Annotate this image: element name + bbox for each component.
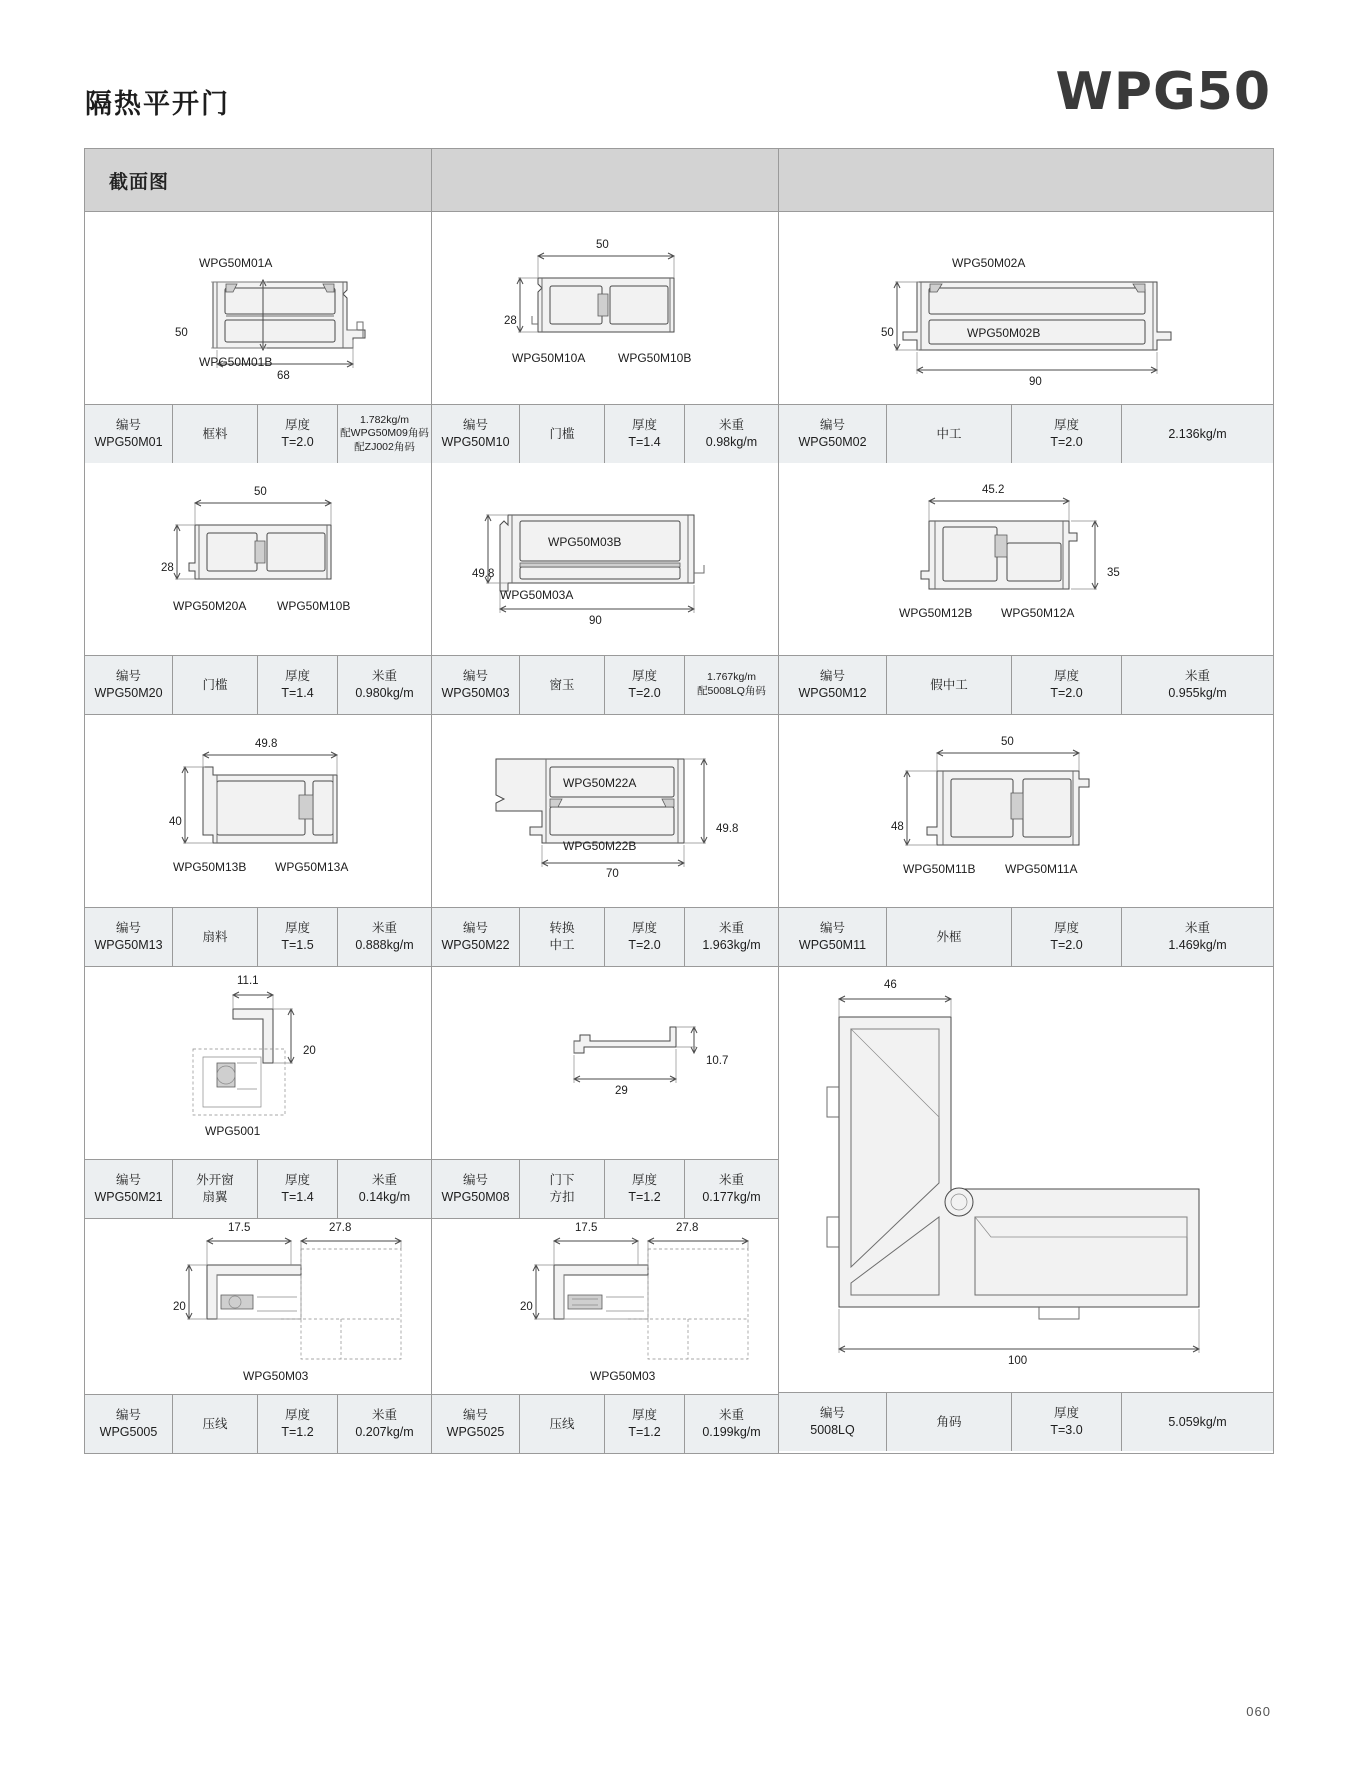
spec-weight-label: 米重 — [1184, 669, 1210, 684]
spec-thickness-value: T=1.4 — [281, 1190, 314, 1204]
spec-thickness-label: 厚度 — [631, 1173, 657, 1188]
part-label-wpg50m22a: WPG50M22A — [563, 776, 637, 790]
part-label-wpg50m01a: WPG50M01A — [199, 256, 273, 270]
spec-weight — [685, 908, 778, 966]
profile-cell-wpg50m10 — [432, 212, 779, 463]
dim-height-40: 40 — [169, 816, 182, 828]
spec-no — [85, 656, 173, 714]
spec-weight — [338, 1160, 431, 1218]
spec-no-label: 编号 — [462, 1408, 488, 1423]
profile-cell-5008lq — [779, 967, 1273, 1453]
part-label-wpg50m01b: WPG50M01B — [199, 355, 273, 369]
spec-weight — [338, 405, 431, 463]
spec-row-wpg50m13 — [85, 907, 431, 967]
spec-row-wpg50m20 — [85, 655, 431, 715]
drawing-wpg50m03 — [432, 463, 778, 655]
profile-column-middle-lower — [432, 967, 779, 1453]
part-label-wpg5001: WPG5001 — [205, 1124, 261, 1138]
part-label-wpg50m02a: WPG50M02A — [952, 256, 1026, 270]
spec-name-line2: 方扣 — [549, 1190, 575, 1204]
spec-thickness — [258, 908, 338, 966]
spec-no — [85, 1395, 173, 1453]
dim-height-49-8: 49.8 — [472, 568, 495, 580]
profile-row-4 — [85, 967, 1273, 1453]
spec-row-wpg50m10 — [432, 404, 778, 463]
spec-weight-label: 米重 — [371, 669, 397, 684]
spec-no-label: 编号 — [819, 1406, 845, 1421]
part-label-wpg50m03a: WPG50M03A — [500, 588, 574, 602]
spec-thickness — [258, 1160, 338, 1218]
spec-weight-label: 米重 — [718, 1408, 744, 1423]
spec-weight-value: 1.782kg/m — [359, 413, 410, 426]
spec-name-line2: 中工 — [549, 938, 575, 952]
spec-name: 扇料 — [173, 908, 258, 966]
spec-no-value: WPG50M13 — [94, 938, 163, 952]
spec-thickness — [605, 908, 685, 966]
spec-no-label: 编号 — [115, 418, 141, 433]
spec-name: 压线 — [520, 1395, 605, 1453]
spec-name: 框料 — [173, 405, 258, 463]
page-number: 060 — [1246, 1704, 1271, 1719]
dim-20: 20 — [520, 1301, 533, 1313]
spec-thickness — [605, 1395, 685, 1453]
dim-17-5: 17.5 — [575, 1222, 598, 1234]
spec-thickness-label: 厚度 — [284, 669, 310, 684]
spec-no-value: WPG50M10 — [441, 435, 510, 449]
spec-no-value: WPG5025 — [446, 1425, 505, 1439]
spec-weight — [338, 1395, 431, 1453]
dim-width-70: 70 — [606, 868, 619, 880]
spec-no-label: 编号 — [819, 921, 845, 936]
spec-no-label: 编号 — [462, 1173, 488, 1188]
spec-thickness-value: T=2.0 — [628, 938, 661, 952]
dim-100: 100 — [1008, 1355, 1028, 1367]
spec-no — [432, 908, 520, 966]
part-label-wpg50m03b: WPG50M03B — [548, 535, 622, 549]
dim-height-20: 20 — [303, 1045, 316, 1057]
spec-row-wpg50m03 — [432, 655, 778, 715]
spec-thickness-label: 厚度 — [1053, 1406, 1079, 1421]
spec-weight-value: 0.207kg/m — [355, 1425, 414, 1439]
spec-name-line1: 外开窗 — [196, 1173, 234, 1188]
band-cell-3 — [779, 149, 1273, 211]
band-cell-1 — [85, 149, 432, 211]
drawing-svg — [779, 967, 1273, 1392]
spec-name — [520, 908, 605, 966]
spec-name — [173, 1160, 258, 1218]
profile-cell-wpg50m03 — [432, 463, 779, 715]
spec-no-label: 编号 — [462, 669, 488, 684]
spec-weight-value: 0.980kg/m — [355, 686, 414, 700]
drawing-5008lq — [779, 967, 1273, 1392]
spec-row-wpg50m08 — [432, 1159, 778, 1219]
dim-height-50: 50 — [881, 327, 894, 339]
spec-thickness-label: 厚度 — [284, 921, 310, 936]
spec-thickness-value: T=1.2 — [281, 1425, 314, 1439]
band-cell-2 — [432, 149, 779, 211]
spec-no — [85, 1160, 173, 1218]
part-label-wpg50m10b: WPG50M10B — [618, 351, 692, 365]
spec-no-value: WPG50M08 — [441, 1190, 510, 1204]
spec-weight-label: 米重 — [371, 1408, 397, 1423]
spec-row-wpg50m21 — [85, 1159, 431, 1219]
spec-name: 门槛 — [173, 656, 258, 714]
spec-no-label: 编号 — [819, 669, 845, 684]
spec-thickness — [258, 656, 338, 714]
part-label-wpg50m11b: WPG50M11B — [903, 862, 976, 876]
spec-name-line1: 转换 — [549, 921, 575, 936]
spec-no-value: WPG50M20 — [94, 686, 163, 700]
part-label-wpg50m12b: WPG50M12B — [899, 606, 973, 620]
spec-thickness-value: T=1.5 — [281, 938, 314, 952]
drawing-wpg50m11 — [779, 715, 1273, 907]
spec-no — [432, 656, 520, 714]
spec-name-line2: 扇翼 — [202, 1190, 228, 1204]
spec-thickness-label: 厚度 — [631, 921, 657, 936]
dim-height-50: 50 — [175, 327, 188, 339]
spec-no-label: 编号 — [462, 921, 488, 936]
spec-no-value: WPG5005 — [99, 1425, 158, 1439]
spec-no-value: WPG50M21 — [94, 1190, 163, 1204]
spec-thickness-value: T=2.0 — [1050, 686, 1083, 700]
spec-note-2: 配ZJ002角码 — [354, 440, 415, 453]
part-label-wpg50m13b: WPG50M13B — [173, 860, 247, 874]
spec-row-wpg50m11 — [779, 907, 1273, 967]
profile-row-1 — [85, 212, 1273, 463]
spec-weight-value: 0.888kg/m — [355, 938, 414, 952]
spec-row-5008lq — [779, 1392, 1273, 1451]
spec-weight-label: 米重 — [1184, 921, 1210, 936]
spec-no-label: 编号 — [115, 1408, 141, 1423]
spec-thickness — [605, 405, 685, 463]
profile-cell-wpg50m02 — [779, 212, 1273, 463]
drawing-wpg50m13 — [85, 715, 431, 907]
drawing-wpg50m21 — [85, 967, 431, 1159]
band-title: 截面图 — [109, 171, 170, 193]
spec-thickness — [1012, 405, 1122, 463]
dim-width-50: 50 — [1001, 736, 1014, 748]
part-label-wpg50m22b: WPG50M22B — [563, 839, 637, 853]
spec-no-value: WPG50M03 — [441, 686, 510, 700]
spec-thickness — [258, 405, 338, 463]
page-header — [0, 0, 1359, 150]
drawing-wpg50m01 — [85, 212, 431, 404]
spec-name: 假中工 — [887, 656, 1012, 714]
drawing-svg — [779, 212, 1273, 404]
spec-no — [432, 1160, 520, 1218]
dim-height-28: 28 — [504, 315, 517, 327]
spec-weight-value: 1.767kg/m — [706, 671, 757, 684]
part-label-wpg50m11a: WPG50M11A — [1005, 862, 1078, 876]
spec-thickness-label: 厚度 — [1053, 921, 1079, 936]
spec-thickness-value: T=1.2 — [628, 1425, 661, 1439]
spec-weight-value: 0.98kg/m — [705, 435, 758, 449]
spec-weight-value: 0.177kg/m — [702, 1190, 761, 1204]
spec-thickness-value: T=1.4 — [281, 686, 314, 700]
dim-10-7: 10.7 — [706, 1055, 729, 1067]
profile-cell-wpg50m01 — [85, 212, 432, 463]
drawing-svg — [85, 212, 432, 404]
drawing-wpg50m20 — [85, 463, 431, 655]
dim-17-5: 17.5 — [228, 1222, 251, 1234]
dim-27-8: 27.8 — [676, 1222, 699, 1234]
spec-thickness-value: T=1.4 — [628, 435, 661, 449]
spec-row-wpg5025 — [432, 1394, 778, 1453]
spec-row-wpg50m12 — [779, 655, 1273, 715]
spec-no-label: 编号 — [462, 418, 488, 433]
spec-note-1: 配5008LQ角码 — [697, 685, 766, 697]
profile-row-3 — [85, 715, 1273, 967]
spec-no-label: 编号 — [115, 1173, 141, 1188]
series-code: WPG50 — [1055, 62, 1271, 122]
part-label-wpg50m10a: WPG50M10A — [512, 351, 586, 365]
profile-column-left-lower — [85, 967, 432, 1453]
drawing-wpg5005 — [85, 1219, 431, 1394]
part-label-wpg50m10b: WPG50M10B — [277, 599, 351, 613]
dim-width-90: 90 — [589, 615, 602, 627]
spec-weight-value: 0.199kg/m — [702, 1425, 761, 1439]
spec-weight-label: 米重 — [718, 1173, 744, 1188]
spec-thickness-value: T=2.0 — [281, 435, 314, 449]
drawing-wpg50m12 — [779, 463, 1273, 655]
spec-thickness-value: T=2.0 — [628, 686, 661, 700]
dim-width-11-1: 11.1 — [237, 975, 259, 987]
spec-no-label: 编号 — [115, 669, 141, 684]
spec-weight — [685, 405, 778, 463]
dim-width-90: 90 — [1029, 376, 1042, 388]
spec-weight-value: 1.469kg/m — [1168, 938, 1227, 952]
spec-weight — [1122, 656, 1273, 714]
dim-29: 29 — [615, 1085, 628, 1097]
spec-name: 压线 — [173, 1395, 258, 1453]
drawing-wpg5025 — [432, 1219, 778, 1394]
spec-thickness-value: T=1.2 — [628, 1190, 661, 1204]
spec-thickness-value: T=2.0 — [1050, 435, 1083, 449]
spec-row-wpg50m02 — [779, 404, 1273, 463]
spec-thickness-label: 厚度 — [284, 418, 310, 433]
spec-no — [779, 1393, 887, 1451]
part-label-wpg50m02b: WPG50M02B — [967, 326, 1041, 340]
spec-no-label: 编号 — [115, 921, 141, 936]
dim-height-35: 35 — [1107, 567, 1120, 579]
part-label-wpg50m03: WPG50M03 — [590, 1369, 656, 1383]
spec-no-label: 编号 — [819, 418, 845, 433]
dim-height-28: 28 — [161, 562, 174, 574]
spec-no — [779, 405, 887, 463]
spec-weight-value: 5.059kg/m — [1168, 1414, 1227, 1429]
spec-weight-value: 0.14kg/m — [358, 1190, 411, 1204]
spec-name: 门槛 — [520, 405, 605, 463]
spec-thickness — [258, 1395, 338, 1453]
dim-width-68: 68 — [277, 370, 290, 382]
spec-thickness — [1012, 1393, 1122, 1451]
dim-width-50: 50 — [254, 486, 267, 498]
drawing-svg — [779, 715, 1273, 907]
spec-weight — [338, 656, 431, 714]
spec-no — [779, 656, 887, 714]
profile-cell-wpg50m20 — [85, 463, 432, 715]
spec-no — [779, 908, 887, 966]
spec-no-value: 5008LQ — [810, 1423, 855, 1437]
spec-thickness-label: 厚度 — [284, 1173, 310, 1188]
dim-46: 46 — [884, 979, 897, 991]
spec-weight — [685, 656, 778, 714]
spec-weight — [1122, 1393, 1273, 1451]
drawing-wpg50m02 — [779, 212, 1273, 404]
spec-weight-value: 0.955kg/m — [1168, 686, 1227, 700]
page-title: 隔热平开门 — [85, 89, 230, 119]
spec-name: 角码 — [887, 1393, 1012, 1451]
spec-weight-value: 1.963kg/m — [702, 938, 761, 952]
spec-weight-label: 米重 — [718, 418, 744, 433]
spec-thickness-label: 厚度 — [631, 1408, 657, 1423]
spec-thickness-label: 厚度 — [1053, 418, 1079, 433]
spec-note-1: 配WPG50M09角码 — [340, 427, 429, 440]
dim-width-45-2: 45.2 — [982, 484, 1005, 496]
spec-weight — [1122, 405, 1273, 463]
spec-thickness-value: T=2.0 — [1050, 938, 1083, 952]
spec-no — [85, 405, 173, 463]
dim-27-8: 27.8 — [329, 1222, 352, 1234]
spec-name: 中工 — [887, 405, 1012, 463]
spec-no — [85, 908, 173, 966]
spec-no-value: WPG50M22 — [441, 938, 510, 952]
part-label-wpg50m20a: WPG50M20A — [173, 599, 247, 613]
dim-height-49-8: 49.8 — [716, 823, 739, 835]
dim-height-48: 48 — [891, 821, 904, 833]
spec-weight-label: 米重 — [371, 1173, 397, 1188]
drawing-svg — [779, 463, 1273, 655]
spec-no-value: WPG50M11 — [798, 938, 867, 952]
drawing-svg — [85, 1219, 432, 1394]
spec-name: 外框 — [887, 908, 1012, 966]
drawing-wpg50m08 — [432, 967, 778, 1159]
spec-row-wpg5005 — [85, 1394, 431, 1453]
section-band — [85, 149, 1273, 212]
spec-thickness — [1012, 656, 1122, 714]
part-label-wpg50m03: WPG50M03 — [243, 1369, 309, 1383]
drawing-wpg50m22 — [432, 715, 778, 907]
spec-thickness-label: 厚度 — [1053, 669, 1079, 684]
spec-weight — [685, 1160, 778, 1218]
profile-sheet — [84, 148, 1274, 1454]
drawing-svg — [432, 1219, 779, 1394]
spec-name: 窗玉 — [520, 656, 605, 714]
spec-thickness-value: T=3.0 — [1050, 1423, 1083, 1437]
profile-cell-wpg50m11 — [779, 715, 1273, 967]
spec-thickness — [1012, 908, 1122, 966]
spec-no-value: WPG50M12 — [798, 686, 867, 700]
spec-name-line1: 门下 — [549, 1173, 575, 1188]
spec-no-value: WPG50M01 — [94, 435, 163, 449]
spec-no-value: WPG50M02 — [798, 435, 867, 449]
spec-name — [520, 1160, 605, 1218]
spec-row-wpg50m01 — [85, 404, 431, 463]
spec-thickness-label: 厚度 — [284, 1408, 310, 1423]
profile-row-2 — [85, 463, 1273, 715]
spec-thickness-label: 厚度 — [631, 669, 657, 684]
spec-thickness — [605, 656, 685, 714]
dim-width-49-8: 49.8 — [255, 738, 278, 750]
spec-weight-label: 米重 — [371, 921, 397, 936]
part-label-wpg50m12a: WPG50M12A — [1001, 606, 1075, 620]
spec-weight — [1122, 908, 1273, 966]
spec-no — [432, 1395, 520, 1453]
profile-cell-wpg50m12 — [779, 463, 1273, 715]
drawing-svg — [432, 463, 779, 655]
dim-20: 20 — [173, 1301, 186, 1313]
spec-weight-value: 2.136kg/m — [1168, 426, 1227, 441]
spec-weight — [685, 1395, 778, 1453]
spec-thickness — [605, 1160, 685, 1218]
part-label-wpg50m13a: WPG50M13A — [275, 860, 349, 874]
profile-cell-wpg50m22 — [432, 715, 779, 967]
drawing-wpg50m10 — [432, 212, 778, 404]
spec-thickness-label: 厚度 — [631, 418, 657, 433]
spec-row-wpg50m22 — [432, 907, 778, 967]
spec-no — [432, 405, 520, 463]
spec-weight — [338, 908, 431, 966]
spec-weight-label: 米重 — [718, 921, 744, 936]
profile-cell-wpg50m13 — [85, 715, 432, 967]
dim-width-50: 50 — [596, 239, 609, 251]
